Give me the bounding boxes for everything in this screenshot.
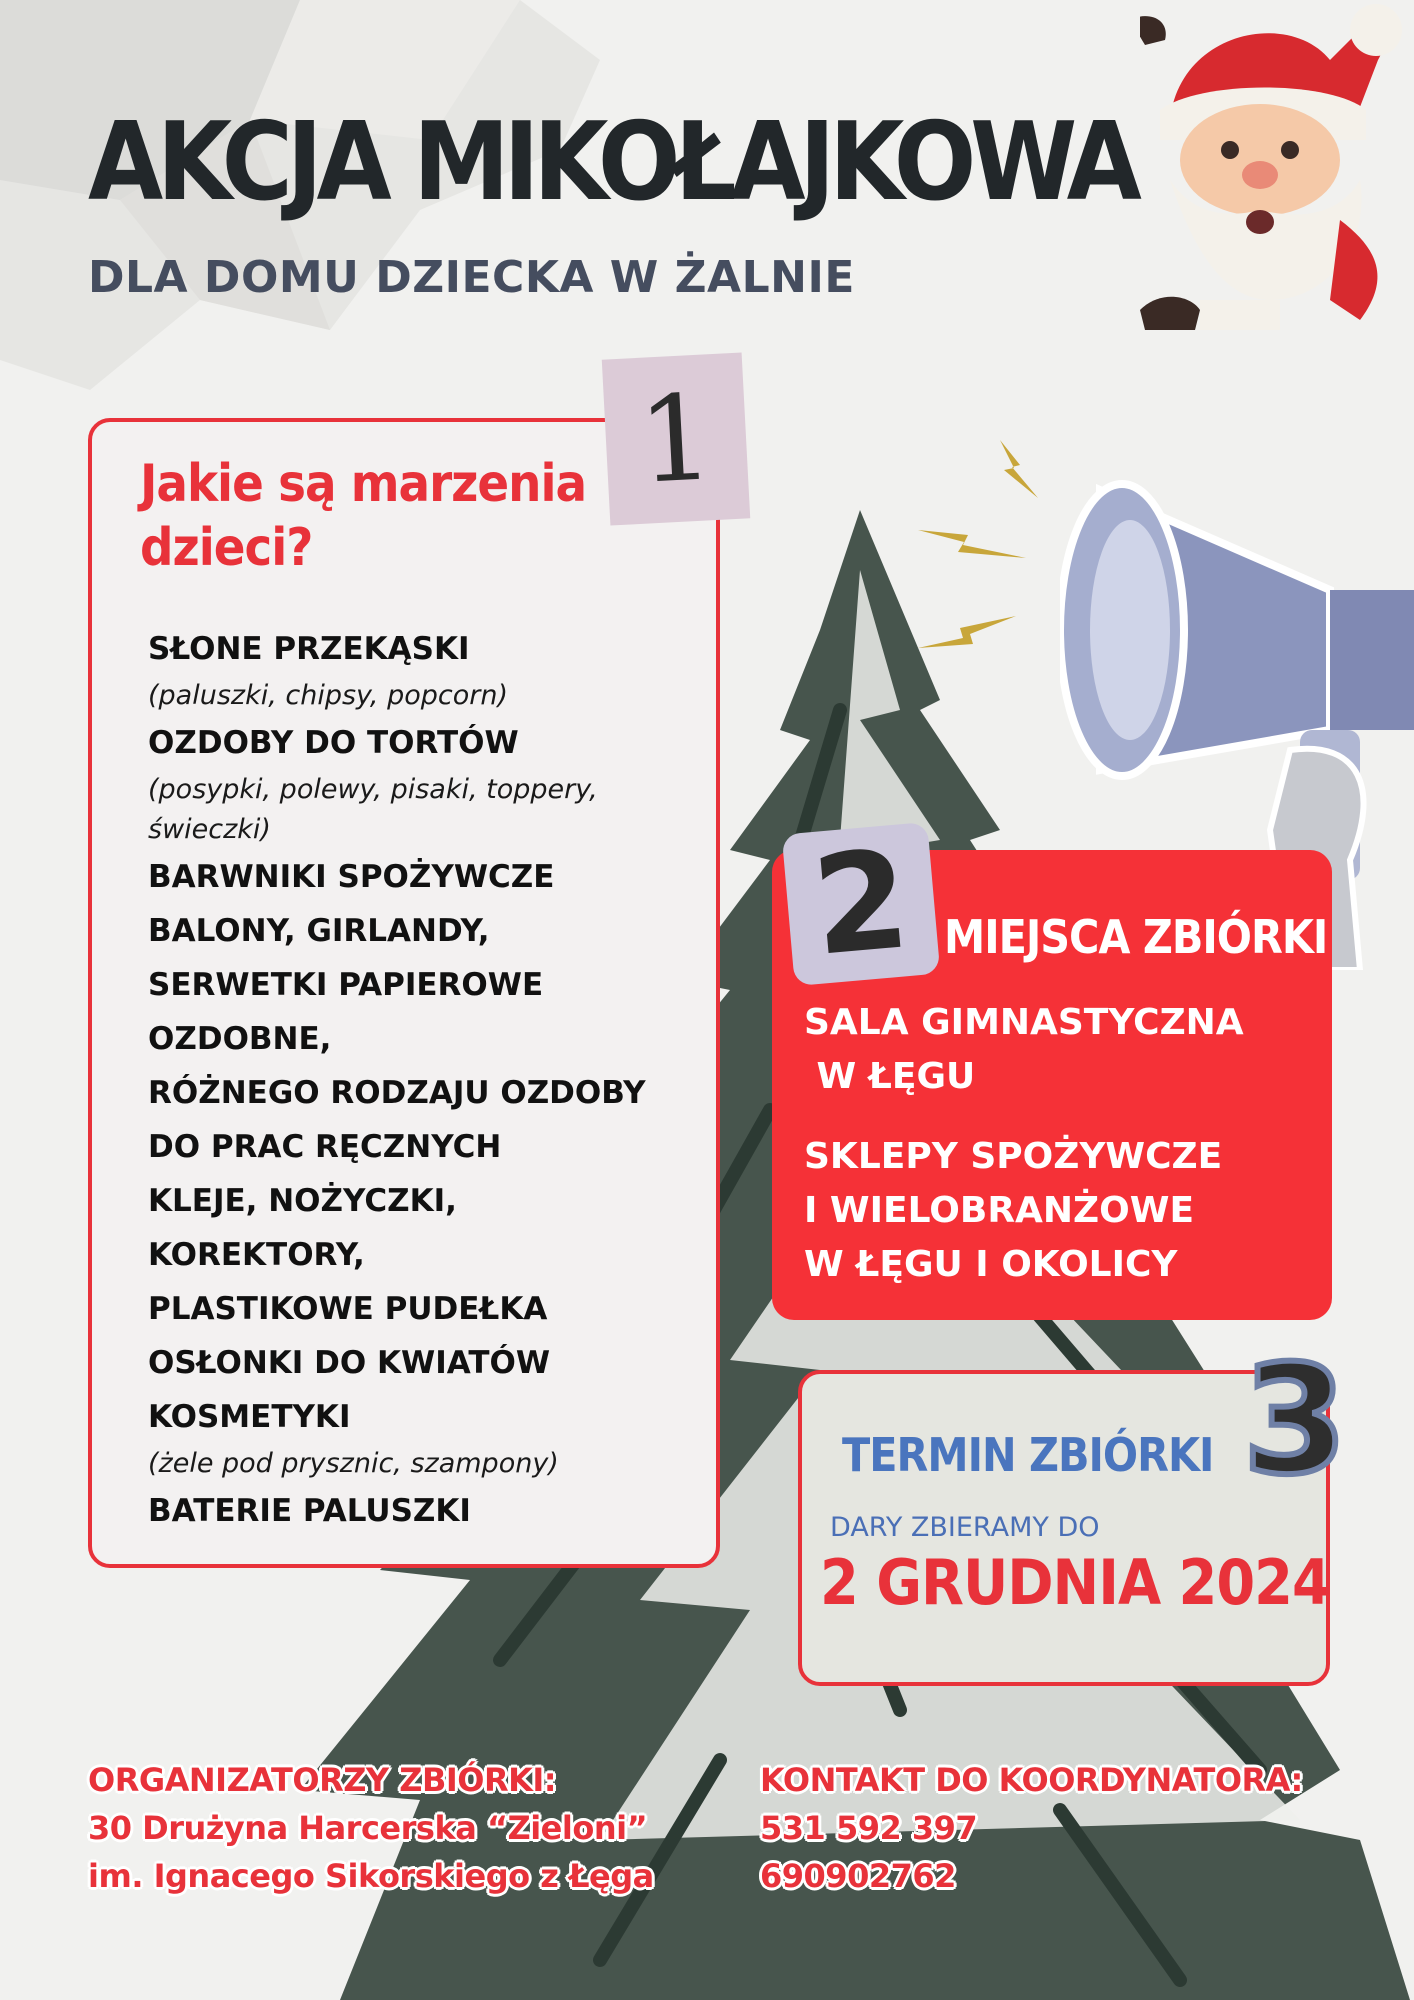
page-title: AKCJA MIKOŁAJKOWA: [88, 100, 1136, 225]
organizers-line: im. Ignacego Sikorskiego z Łęga: [88, 1857, 654, 1895]
contact-block: [760, 1756, 1303, 1900]
section-number-3: 3: [1242, 1334, 1348, 1508]
deadline-label: DARY ZBIERAMY DO: [830, 1512, 1100, 1543]
list-item: OZDOBNE,: [148, 1021, 332, 1057]
wishes-list: [148, 622, 708, 1538]
organizers-block: [88, 1756, 654, 1900]
list-item: BATERIE PALUSZKI: [148, 1493, 471, 1529]
list-item: DO PRAC RĘCZNYCH: [148, 1129, 502, 1165]
organizers-line: 30 Drużyna Harcerska “Zieloni”: [88, 1809, 648, 1847]
list-item: OSŁONKI DO KWIATÓW: [148, 1345, 551, 1381]
santa-illustration: [1140, 0, 1410, 340]
lightning-icon: [918, 610, 1018, 660]
organizers-heading: ORGANIZATORZY ZBIÓRKI:: [88, 1761, 557, 1799]
list-item: KLEJE, NOŻYCZKI,: [148, 1183, 457, 1219]
list-item-note: (posypki, polewy, pisaki, toppery, świeczki): [148, 774, 598, 845]
list-item: SŁONE PRZEKĄSKI: [148, 631, 470, 667]
wishes-heading: Jakie są marzenia dzieci?: [140, 454, 587, 578]
lightning-icon: [918, 520, 1028, 570]
collection-place: SALA GIMNASTYCZNA W ŁĘGU: [804, 1002, 1244, 1097]
list-item: KOREKTORY,: [148, 1237, 365, 1273]
section-number-1: 1: [602, 352, 750, 525]
list-item: PLASTIKOWE PUDEŁKA: [148, 1291, 548, 1327]
lightning-icon: [990, 440, 1050, 500]
collection-deadline-heading: TERMIN ZBIÓRKI: [842, 1428, 1214, 1482]
list-item-note: (żele pod prysznic, szampony): [148, 1448, 559, 1479]
page-subtitle: DLA DOMU DZIECKA W ŻALNIE: [88, 252, 855, 303]
collection-places-heading: MIEJSCA ZBIÓRKI: [944, 910, 1328, 964]
deadline-date: 2 GRUDNIA 2024: [820, 1546, 1330, 1619]
list-item: OZDOBY DO TORTÓW: [148, 725, 519, 761]
list-item: BALONY, GIRLANDY,: [148, 913, 490, 949]
list-item: RÓŻNEGO RODZAJU OZDOBY: [148, 1075, 646, 1111]
list-item: KOSMETYKI: [148, 1399, 351, 1435]
collection-place: SKLEPY SPOŻYWCZE I WIELOBRANŻOWE W ŁĘGU I OKOLICY: [804, 1136, 1223, 1285]
contact-phone: 531 592 397: [760, 1809, 978, 1847]
section-number-2: 2: [782, 822, 941, 986]
list-item: BARWNIKI SPOŻYWCZE: [148, 859, 555, 895]
list-item: SERWETKI PAPIEROWE: [148, 967, 544, 1003]
contact-heading: KONTAKT DO KOORDYNATORA:: [760, 1761, 1303, 1799]
contact-phone: 690902762: [760, 1857, 956, 1895]
list-item-note: (paluszki, chipsy, popcorn): [148, 680, 508, 711]
